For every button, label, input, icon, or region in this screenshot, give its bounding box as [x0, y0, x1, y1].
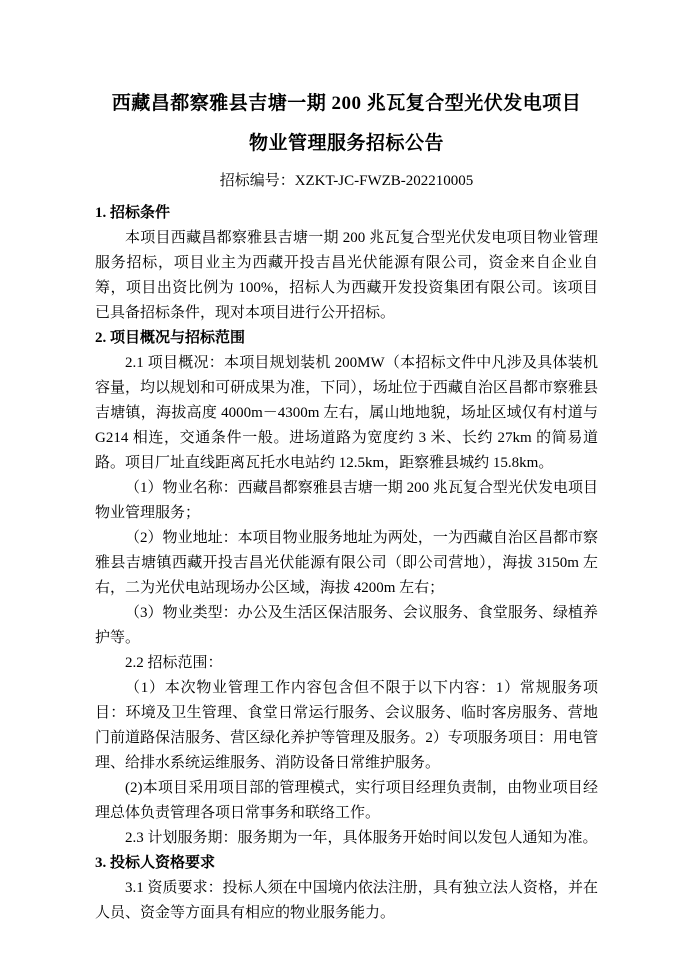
- paragraph-service-content: （1）本次物业管理工作内容包含但不限于以下内容：1）常规服务项目：环境及卫生管理、食堂日常运行服务、会议服务、临时客房服务、营地门前道路保洁服务、营区绿化养护等管理及服务。2）专项服务项目：用电管理、给排水系统运维服务、消防设备日常维护服务。: [95, 680, 598, 771]
- document-title-line-1: 西藏昌都察雅县吉塘一期 200 兆瓦复合型光伏发电项目: [111, 93, 582, 114]
- section-bidder-qualifications: [95, 851, 598, 926]
- paragraph-project-overview: 2.1 项目概况：本项目规划装机 200MW（本招标文件中凡涉及具体装机容量，均以规划和可研成果为准，下同），场址位于西藏自治区昌都市察雅县吉塘镇，海拔高度 4000m－4300m 左右，属山地地貌，场址区域仅有村道与 G214 相连，交通条件一般。进场道路为宽度约 3 米、长约 27km 的简易道路。项目厂址直线距离瓦托水电站约 12.5km，距察雅县城约 15.8km。: [95, 355, 598, 471]
- paragraph-property-name: （1）物业名称：西藏昌都察雅县吉塘一期 200 兆瓦复合型光伏发电项目物业管理服务；: [95, 480, 598, 521]
- section-tender-conditions: [95, 201, 598, 326]
- paragraph-property-type: （3）物业类型：办公及生活区保洁服务、会议服务、食堂服务、绿植养护等。: [95, 605, 598, 646]
- paragraph-management-mode: (2)本项目采用项目部的管理模式，实行项目经理负责制，由物业项目经理总体负责管理各项日常事务和联络工作。: [95, 780, 598, 821]
- paragraph-qualification-requirements: 3.1 资质要求：投标人须在中国境内依法注册，具有独立法人资格，并在人员、资金等方面具有相应的物业服务能力。: [95, 880, 598, 921]
- paragraph-tender-conditions: 本项目西藏昌都察雅县吉塘一期 200 兆瓦复合型光伏发电项目物业管理服务招标，项目业主为西藏开投吉昌光伏能源有限公司，资金来自企业自筹，项目出资比例为 100%，招标人为西藏开发投资集团有限公司。该项目已具备招标条件，现对本项目进行公开招标。: [95, 230, 598, 321]
- tender-number: 招标编号：XZKT-JC-FWZB-202210005: [219, 173, 474, 189]
- paragraph-service-period: 2.3 计划服务期：服务期为一年，具体服务开始时间以发包人通知为准。: [125, 830, 598, 846]
- section-heading-project-overview: 2. 项目概况与招标范围: [95, 330, 246, 346]
- section-heading-bidder-qualifications: 3. 投标人资格要求: [95, 855, 216, 871]
- section-heading-tender-conditions: 1. 招标条件: [95, 205, 171, 221]
- paragraph-property-address: （2）物业地址：本项目物业服务地址为两处，一为西藏自治区昌都市察雅县吉塘镇西藏开投吉昌光伏能源有限公司（即公司营地），海拔 3150m 左右，二为光伏电站现场办公区域，海拔 4200m 左右；: [95, 530, 598, 596]
- paragraph-bidding-scope-label: 2.2 招标范围：: [125, 655, 223, 671]
- section-project-overview-and-scope: [95, 326, 598, 851]
- document-title-line-2: 物业管理服务招标公告: [248, 133, 444, 154]
